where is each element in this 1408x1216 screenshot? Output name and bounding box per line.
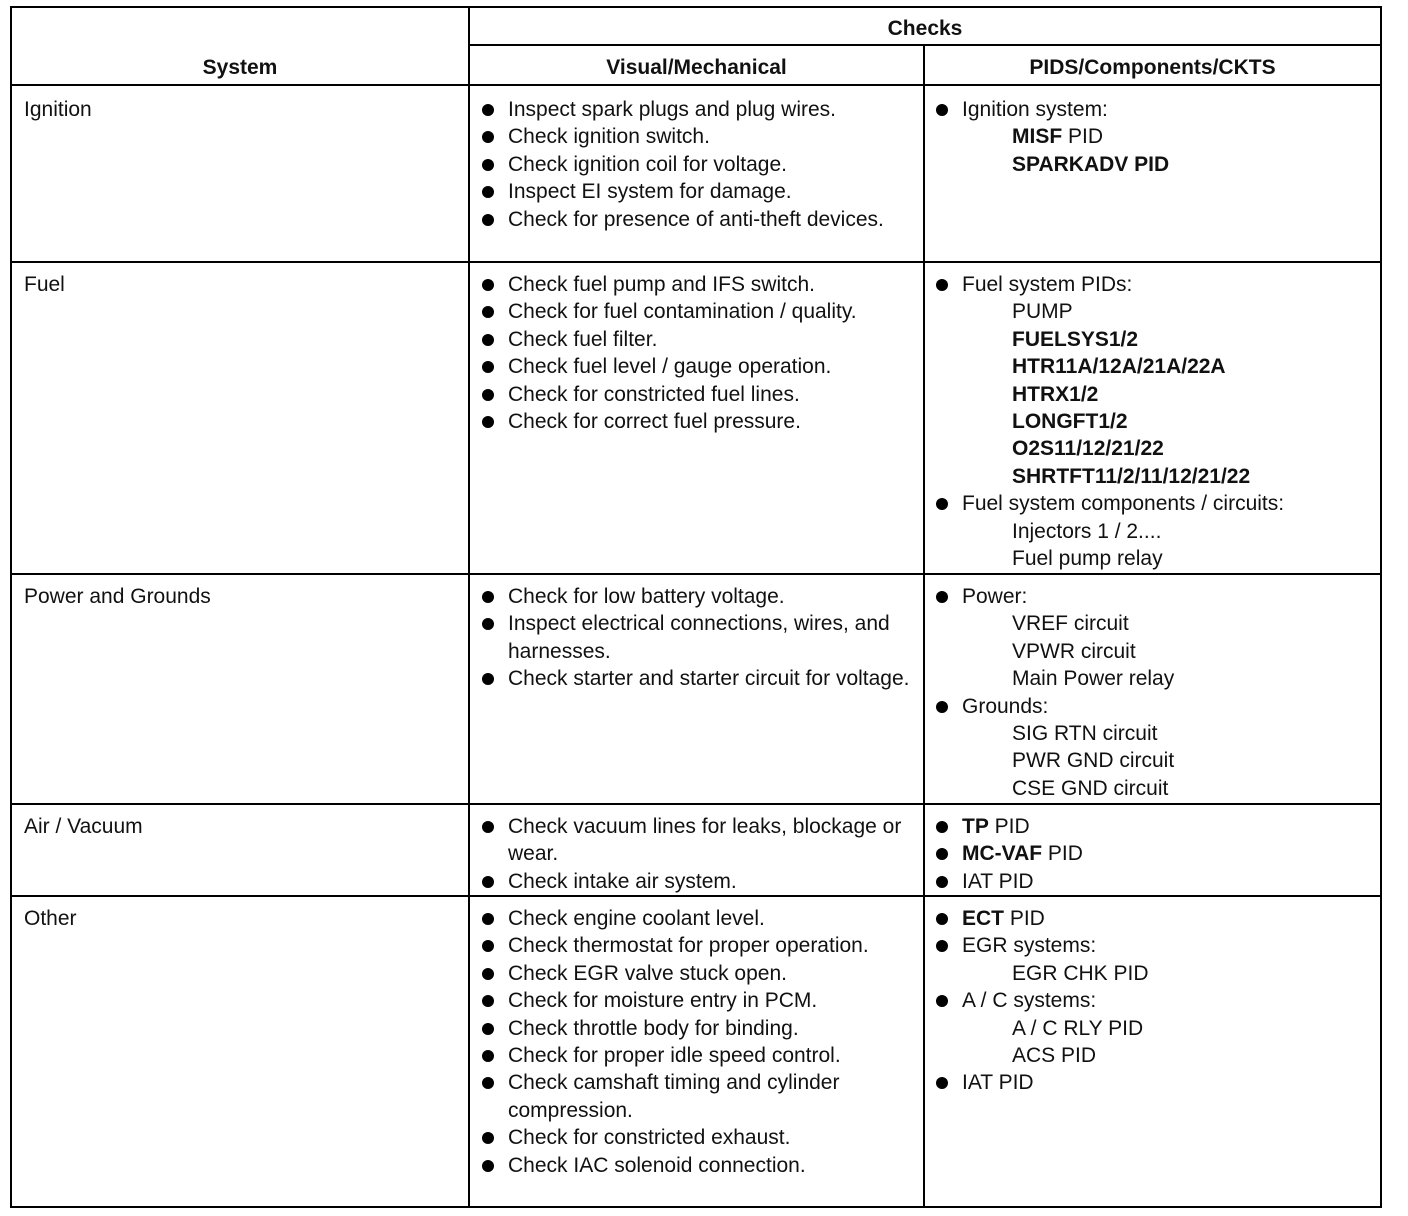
pids-components-header: PIDS/Components/CKTS — [1029, 56, 1276, 79]
pid-sub-item — [934, 408, 1374, 435]
pid-label: Power: — [962, 585, 1028, 608]
pid-name: HTR11A/12A/21A/22A — [1012, 355, 1226, 379]
bullet-icon — [480, 151, 508, 178]
pid-sub-item — [934, 638, 1374, 665]
bullet-icon — [480, 813, 508, 868]
pid-label: Fuel pump relay — [1012, 547, 1163, 571]
diagnostic-checks-table — [10, 6, 1382, 1208]
bullet-icon — [480, 96, 508, 123]
pid-group — [934, 868, 1374, 895]
pid-group-text — [962, 905, 1374, 932]
visual-check-item — [480, 905, 924, 932]
visual-check-item-text: Check starter and starter circuit for voltage. — [508, 667, 910, 691]
header-divider — [470, 44, 1380, 46]
visual-check-item — [480, 408, 924, 435]
header-bottom-rule — [12, 84, 1380, 86]
bullet-icon — [480, 408, 508, 435]
pid-group — [934, 490, 1374, 517]
pid-sub-item — [934, 1015, 1374, 1042]
pid-group — [934, 932, 1374, 959]
visual-check-item-text: Check camshaft timing and cylinder compression. — [508, 1071, 840, 1122]
bullet-icon — [480, 1152, 508, 1179]
visual-check-item-text: Check for constricted fuel lines. — [508, 382, 800, 406]
visual-checks-list — [480, 813, 924, 895]
visual-check-item — [480, 353, 924, 380]
pid-group — [934, 96, 1374, 123]
visual-checks-list — [480, 905, 924, 1179]
pid-sub-item — [934, 747, 1374, 774]
visual-check-item — [480, 326, 924, 353]
pid-sub-item — [934, 463, 1374, 490]
bullet-icon — [480, 868, 508, 895]
visual-check-item — [480, 1124, 924, 1151]
bullet-icon — [480, 1015, 508, 1042]
bullet-icon — [480, 271, 508, 298]
visual-check-item — [480, 178, 924, 205]
pid-sub-item — [934, 123, 1374, 150]
visual-check-item-text: Check for moisture entry in PCM. — [508, 989, 818, 1013]
row-divider — [12, 895, 1380, 897]
pid-group-text — [962, 932, 1374, 959]
pid-sub-item — [934, 545, 1374, 572]
visual-check-item-text: Check ignition coil for voltage. — [508, 152, 787, 176]
pid-label: EGR CHK PID — [1012, 961, 1149, 985]
pid-label: Injectors 1 / 2.... — [1012, 519, 1162, 543]
pid-name: HTRX1/2 — [1012, 382, 1099, 406]
visual-check-item-text: Check ignition switch. — [508, 125, 710, 149]
visual-check-item-text: Inspect EI system for damage. — [508, 180, 792, 204]
visual-check-item — [480, 610, 924, 665]
visual-check-item-text: Check fuel filter. — [508, 327, 658, 351]
pid-label: CSE GND circuit — [1012, 776, 1169, 800]
bullet-icon — [934, 987, 962, 1014]
visual-check-item — [480, 123, 924, 150]
visual-check-item — [480, 1152, 924, 1179]
visual-check-item-text: Check for proper idle speed control. — [508, 1044, 841, 1068]
pid-checks-list — [934, 271, 1374, 572]
row-divider — [12, 261, 1380, 263]
visual-check-item — [480, 271, 924, 298]
pid-group — [934, 987, 1374, 1014]
pid-name: MC-VAF — [962, 842, 1043, 866]
visual-check-item-text: Check vacuum lines for leaks, blockage or wear. — [508, 815, 902, 866]
pid-label: IAT PID — [962, 1071, 1034, 1095]
pid-checks-list — [934, 583, 1374, 802]
pid-name: TP — [962, 815, 989, 838]
bullet-icon — [480, 610, 508, 665]
system-name: Power and Grounds — [24, 585, 211, 608]
pid-checks-list — [934, 96, 1374, 178]
system-header: System — [202, 56, 278, 79]
bullet-icon — [480, 353, 508, 380]
visual-check-item — [480, 960, 924, 987]
checks-header: Checks — [887, 17, 963, 40]
pid-group-text — [962, 868, 1374, 895]
visual-check-item-text: Inspect electrical connections, wires, and harnesses. — [508, 612, 890, 663]
pid-group-text — [962, 490, 1374, 517]
pid-sub-item — [934, 151, 1374, 178]
visual-check-item-text: Check thermostat for proper operation. — [508, 934, 869, 958]
bullet-icon — [934, 583, 962, 610]
bullet-icon — [934, 490, 962, 517]
pid-sub-item — [934, 326, 1374, 353]
pid-group-text — [962, 1069, 1374, 1096]
pid-group-text — [962, 987, 1374, 1014]
pid-name: ECT — [962, 907, 1004, 930]
pid-name: SHRTFT11/2/11/12/21/22 — [1012, 464, 1251, 488]
bullet-icon — [480, 905, 508, 932]
bullet-icon — [480, 987, 508, 1014]
bullet-icon — [480, 326, 508, 353]
pid-group — [934, 693, 1374, 720]
pid-group — [934, 905, 1374, 932]
bullet-icon — [934, 693, 962, 720]
bullet-icon — [480, 206, 508, 233]
bullet-icon — [480, 1042, 508, 1069]
pid-label: PID — [1042, 842, 1083, 866]
visual-check-item — [480, 932, 924, 959]
visual-check-item — [480, 665, 924, 692]
bullet-icon — [480, 932, 508, 959]
pid-sub-item — [934, 665, 1374, 692]
pid-sub-item — [934, 298, 1374, 325]
pid-label: Grounds: — [962, 694, 1049, 718]
pid-label: PID — [988, 815, 1030, 838]
pid-name: O2S11/12/21/22 — [1012, 437, 1164, 461]
pid-name: FUELSYS1/2 — [1012, 327, 1139, 351]
bullet-icon — [480, 960, 508, 987]
pid-sub-item — [934, 518, 1374, 545]
bullet-icon — [934, 868, 962, 895]
pid-label: PID — [1062, 125, 1104, 149]
pid-group — [934, 583, 1374, 610]
visual-check-item-text: Check for fuel contamination / quality. — [508, 300, 857, 324]
pid-sub-item — [934, 381, 1374, 408]
visual-checks-list — [480, 583, 924, 693]
row-divider — [12, 803, 1380, 805]
pid-checks-list — [934, 813, 1374, 895]
visual-check-item-text: Check for correct fuel pressure. — [508, 410, 801, 434]
pid-name: LONGFT1/2 — [1012, 410, 1128, 434]
pid-label: PUMP — [1012, 300, 1073, 324]
pid-group-text — [962, 693, 1374, 720]
pid-label: Main Power relay — [1012, 667, 1175, 691]
bullet-icon — [934, 96, 962, 123]
visual-check-item-text: Check throttle body for binding. — [508, 1016, 799, 1040]
visual-check-item-text: Check for low battery voltage. — [508, 585, 785, 608]
pid-sub-item — [934, 353, 1374, 380]
visual-check-item — [480, 96, 924, 123]
pid-label: PID — [1004, 907, 1045, 930]
pid-label: A / C systems: — [962, 989, 1097, 1013]
visual-check-item — [480, 868, 924, 895]
visual-check-item-text: Check for constricted exhaust. — [508, 1126, 791, 1150]
bullet-icon — [480, 1069, 508, 1124]
pid-label: IAT PID — [962, 869, 1034, 893]
visual-checks-list — [480, 271, 924, 435]
pid-group — [934, 271, 1374, 298]
visual-check-item-text: Check for presence of anti-theft devices. — [508, 207, 884, 231]
system-name: Air / Vacuum — [24, 815, 143, 838]
pid-label: Fuel system components / circuits: — [962, 492, 1285, 516]
visual-mechanical-header: Visual/Mechanical — [606, 56, 787, 79]
pid-sub-item — [934, 720, 1374, 747]
visual-check-item — [480, 151, 924, 178]
bullet-icon — [934, 813, 962, 840]
visual-checks-list — [480, 96, 924, 233]
bullet-icon — [934, 840, 962, 867]
pid-label: Fuel system PIDs: — [962, 273, 1133, 296]
pid-sub-item — [934, 610, 1374, 637]
visual-check-item-text: Inspect spark plugs and plug wires. — [508, 98, 837, 121]
bullet-icon — [480, 381, 508, 408]
pid-group-text — [962, 840, 1374, 867]
system-name: Other — [24, 907, 77, 930]
pid-sub-item — [934, 960, 1374, 987]
visual-check-item — [480, 381, 924, 408]
bullet-icon — [480, 665, 508, 692]
bullet-icon — [934, 1069, 962, 1096]
visual-check-item-text: Check engine coolant level. — [508, 907, 765, 930]
bullet-icon — [480, 298, 508, 325]
bullet-icon — [934, 905, 962, 932]
pid-group — [934, 813, 1374, 840]
visual-check-item — [480, 987, 924, 1014]
bullet-icon — [480, 178, 508, 205]
pid-label: ACS PID — [1012, 1044, 1097, 1068]
visual-check-item-text: Check fuel level / gauge operation. — [508, 355, 832, 379]
visual-check-item-text: Check EGR valve stuck open. — [508, 961, 787, 985]
pid-group — [934, 840, 1374, 867]
pid-sub-item — [934, 435, 1374, 462]
pid-sub-item — [934, 1042, 1374, 1069]
pid-group-text — [962, 583, 1374, 610]
pid-group — [934, 1069, 1374, 1096]
visual-check-item — [480, 583, 924, 610]
row-divider — [12, 573, 1380, 575]
pid-label: Ignition system: — [962, 98, 1108, 121]
pid-group-text — [962, 96, 1374, 123]
bullet-icon — [480, 583, 508, 610]
bullet-icon — [480, 1124, 508, 1151]
visual-check-item — [480, 298, 924, 325]
visual-check-item — [480, 813, 924, 868]
pid-group-text — [962, 813, 1374, 840]
bullet-icon — [934, 932, 962, 959]
visual-check-item — [480, 1069, 924, 1124]
visual-check-item-text: Check IAC solenoid connection. — [508, 1153, 806, 1177]
visual-check-item-text: Check intake air system. — [508, 869, 737, 893]
bullet-icon — [934, 271, 962, 298]
pid-name: SPARKADV PID — [1012, 152, 1170, 176]
pid-label: SIG RTN circuit — [1012, 722, 1158, 746]
pid-label: PWR GND circuit — [1012, 749, 1175, 773]
visual-check-item — [480, 206, 924, 233]
pid-label: A / C RLY PID — [1012, 1016, 1144, 1040]
visual-check-item — [480, 1015, 924, 1042]
column-divider — [468, 8, 470, 1206]
visual-check-item-text: Check fuel pump and IFS switch. — [508, 273, 815, 296]
pid-name: MISF — [1012, 125, 1063, 149]
bullet-icon — [480, 123, 508, 150]
pid-checks-list — [934, 905, 1374, 1097]
pid-label: VREF circuit — [1012, 612, 1129, 636]
pid-label: EGR systems: — [962, 934, 1097, 958]
pid-sub-item — [934, 775, 1374, 802]
system-name: Ignition — [24, 98, 92, 121]
pid-group-text — [962, 271, 1374, 298]
pid-label: VPWR circuit — [1012, 639, 1136, 663]
visual-check-item — [480, 1042, 924, 1069]
system-name: Fuel — [24, 273, 65, 296]
